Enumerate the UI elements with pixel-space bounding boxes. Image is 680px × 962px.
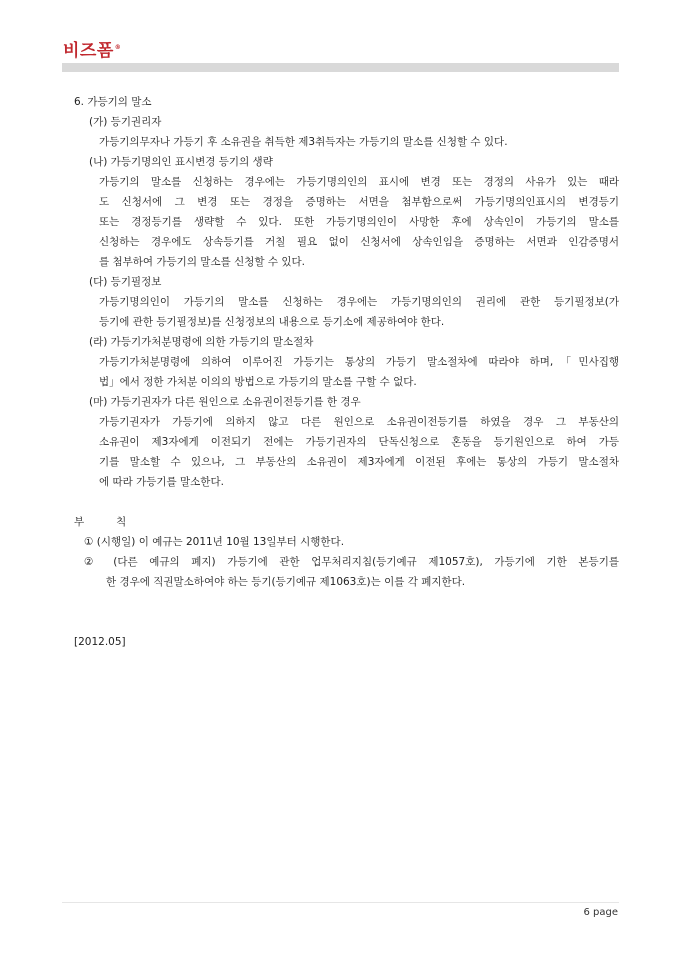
footer-divider: [62, 902, 619, 903]
bizform-logo: [63, 36, 121, 61]
paragraph-line: 또는 경정등기를 생략할 수 있다. 또한 가등기명의인이 사망한 후에 상속인이 가등기의 말소를: [99, 216, 619, 228]
subsection-title-ga: (가) 등기권리자: [89, 116, 162, 128]
paragraph-line: 가등기명의인이 가등기의 말소를 신청하는 경우에는 가등기명의인의 권리에 관한 등기필정보(가: [99, 296, 619, 308]
document-body: [62, 92, 619, 652]
paragraph-line: 가등기권자가 가등기에 의하지 않고 다른 원인으로 소유권이전등기를 하였을 경우 그 부동산의: [99, 416, 619, 428]
paragraph-line: 에 따라 가등기를 말소한다.: [99, 476, 224, 488]
addendum-item-2: ② (다른 예규의 폐지) 가등기에 관한 업무처리지침(등기예규 제1057호), 가등기에 기한 본등기를: [84, 556, 619, 568]
paragraph-line: 법」에서 정한 가처분 이의의 방법으로 가등기의 말소를 구할 수 없다.: [99, 376, 417, 388]
paragraph-line: 신청하는 경우에도 상속등기를 거칠 필요 없이 신청서에 상속인임을 증명하는 서면과 인감증명서: [99, 236, 619, 248]
subsection-title-ra: (라) 가등기가처분명령에 의한 가등기의 말소절차: [89, 336, 314, 348]
logo-text: 비즈폼: [63, 41, 114, 61]
subsection-title-na: (나) 가등기명의인 표시변경 등기의 생략: [89, 156, 273, 168]
paragraph-line: 소유권이 제3자에게 이전되기 전에는 가등기권자의 단독신청으로 혼동을 등기원인으로 하여 가등: [99, 436, 619, 448]
paragraph-line: 도 신청서에 그 변경 또는 경정을 증명하는 서면을 첨부함으로써 가등기명의인표시의 변경등기: [99, 196, 619, 208]
addendum-title-part1: 부: [74, 516, 85, 528]
subsection-title-da: (다) 등기필정보: [89, 276, 162, 288]
header-bar: [62, 63, 619, 72]
page-number: 6 page: [583, 907, 618, 918]
addendum-title-part2: 칙: [116, 516, 127, 528]
subsection-title-ma: (마) 가등기권자가 다른 원인으로 소유권이전등기를 한 경우: [89, 396, 361, 408]
registered-mark: ®: [114, 44, 122, 52]
addendum-title: [62, 512, 619, 532]
paragraph-line: 가등기의무자나 가등기 후 소유권을 취득한 제3취득자는 가등기의 말소를 신청할 수 있다.: [99, 136, 508, 148]
addendum-item-2-cont: 한 경우에 직권말소하여야 하는 등기(등기예규 제1063호)는 이를 각 폐지한다.: [106, 576, 466, 588]
paragraph-line: 등기에 관한 등기필정보)를 신청정보의 내용으로 등기소에 제공하여야 한다.: [99, 316, 445, 328]
paragraph-line: 가등기의 말소를 신청하는 경우에는 가등기명의인의 표시에 변경 또는 경정의 사유가 있는 때라: [99, 176, 619, 188]
paragraph-line: 가등기가처분명령에 의하여 이루어진 가등기는 통상의 가등기 말소절차에 따라야 하며,「민사집행: [99, 356, 619, 368]
addendum-item-1: ① (시행일) 이 예규는 2011년 10월 13일부터 시행한다.: [84, 536, 345, 548]
section-heading: 6. 가등기의 말소: [74, 96, 152, 108]
paragraph-line: 를 첨부하여 가등기의 말소를 신청할 수 있다.: [99, 256, 305, 268]
paragraph-line: 기를 말소할 수 있으나, 그 부동산의 소유권이 제3자에게 이전된 후에는 통상의 가등기 말소절차: [99, 456, 619, 468]
date-stamp: [2012.05]: [74, 636, 126, 648]
